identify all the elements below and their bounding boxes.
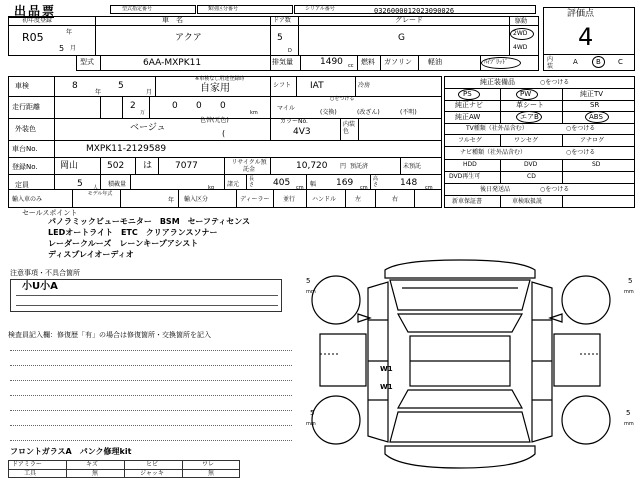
- hood-shape: [390, 280, 530, 310]
- inspection-month-label: 月: [146, 89, 153, 96]
- mileage-man: 万: [140, 110, 146, 116]
- grade-value: G: [398, 33, 405, 43]
- tire-rl-mm: mm: [306, 421, 316, 427]
- inspection-year: 8: [72, 81, 78, 91]
- tire-rl-value: 5: [310, 409, 315, 417]
- equip-airbag: エアB: [520, 113, 539, 121]
- sales-point-line-3: レーダークルーズ レーンキープアシスト: [48, 239, 199, 248]
- inspector-label: 検査員記入欄：修復歴「有」の場合は修復箇所・交換箇所を記入: [8, 331, 211, 339]
- nav-dvd: DVD: [524, 161, 538, 168]
- reg-area: 岡山: [60, 161, 79, 171]
- load-kg: kg: [208, 185, 215, 191]
- w1-mark-lower: W1: [380, 383, 393, 391]
- score-value: 4: [578, 23, 594, 51]
- sales-point-line-1: パノラミックビューモニター BSM セーフティセンス: [48, 217, 251, 226]
- displacement-cc: cc: [348, 63, 354, 69]
- nav-type-label: ナビ種類（社外品含む）: [460, 149, 527, 156]
- interior-grade-c: C: [618, 58, 623, 66]
- inspector-line-1: [10, 350, 292, 351]
- nav-hdd: HDD: [463, 161, 477, 168]
- car-name-value: アクア: [175, 33, 202, 43]
- shift-label: シフト: [273, 82, 292, 89]
- shift-value: IAT: [310, 81, 324, 91]
- tire-rear-left-icon: [312, 396, 360, 444]
- handle-right: 右: [392, 196, 399, 203]
- inspector-line-6: [10, 425, 292, 426]
- equipment-title: 純正装備品: [480, 78, 515, 86]
- chassis-value: MXPK11-2129589: [86, 144, 167, 154]
- model-value: 6AA-MXPK11: [143, 58, 202, 68]
- interior-grade-a: A: [573, 58, 578, 66]
- inspector-line-4: [10, 395, 292, 396]
- equip-ps: PS: [463, 90, 472, 98]
- equip-leather: 革シート: [516, 101, 544, 109]
- legend-v-jack-none: 無: [208, 470, 215, 477]
- recycle-value: 10,720: [296, 161, 328, 171]
- mileage-mile: マイル: [277, 105, 295, 112]
- model-year-label: モデル年式: [87, 191, 113, 197]
- trunk-shape: [390, 412, 530, 442]
- mileage-label: 走行距離: [12, 103, 40, 111]
- legend-h-doormirror: ドアミラー: [12, 461, 42, 468]
- fuel-hybrid: ﾊｲﾌﾞﾘｯﾄﾞ: [484, 59, 509, 66]
- manual-label: 車検取扱説: [512, 198, 543, 205]
- windshield-shape: [398, 314, 522, 332]
- interior-label: 内装: [547, 56, 554, 70]
- model-year-unit: 年: [168, 197, 175, 204]
- displacement-value: 1490: [320, 57, 343, 67]
- height-value: 148: [400, 178, 418, 188]
- color-code-value: 4V3: [293, 127, 311, 137]
- width-cm: cm: [360, 185, 368, 191]
- sales-point-line-2: LEDオートライト ETC クリアランスソナー: [48, 228, 218, 237]
- ac-label: 冷房: [358, 82, 371, 89]
- load-label: 積載量: [108, 181, 127, 188]
- inspection-label: 車検: [15, 82, 29, 90]
- legend-h-crack: ヒビ: [146, 461, 159, 468]
- door-suffix: D: [288, 48, 292, 54]
- tv-type-label: TV種類（社外品含む）: [466, 125, 528, 132]
- score-label: 評価点: [567, 9, 595, 19]
- tire-fl-value: 5: [306, 277, 311, 285]
- tire-front-right-icon: [562, 276, 610, 324]
- import-parallel: 並行: [283, 196, 296, 203]
- first-reg-label: 初年度登録: [22, 17, 53, 24]
- usage-value: 自家用: [200, 83, 230, 94]
- tv-fullseg: フルセグ: [458, 137, 482, 144]
- w1-mark-upper: W1: [380, 365, 393, 373]
- equip-aw: 純正AW: [455, 113, 481, 121]
- tire-rr-mm: mm: [624, 421, 634, 427]
- sales-point-line-4: ディスプレイオーディオ: [48, 250, 134, 259]
- mileage-digit-3: 0: [196, 101, 202, 111]
- tire-fr-mm: mm: [624, 289, 634, 295]
- inspector-line-2: [10, 365, 292, 366]
- inspector-line-5: [10, 410, 292, 411]
- first-reg-month: 5: [59, 44, 65, 53]
- dvd-play-label: DVD再生可: [449, 173, 481, 180]
- usage-note: ※車検なし用途登録時: [195, 76, 245, 82]
- first-reg-value: R05: [22, 31, 44, 44]
- recycle-not-deposited: 未預託: [403, 163, 422, 170]
- interior-grade-b: B: [596, 58, 601, 66]
- tv-oneseg: ワンセグ: [514, 137, 539, 144]
- tire-fr-value: 5: [628, 277, 633, 285]
- length-value: 405: [273, 178, 291, 188]
- right-side-shape: [532, 282, 552, 442]
- handle-left: 左: [355, 196, 362, 203]
- drive-4wd: 4WD: [513, 44, 528, 51]
- int-color-label: 内装色: [343, 121, 356, 135]
- capacity-label: 定員: [15, 181, 29, 189]
- inspection-year-label: 年: [95, 89, 102, 96]
- import-type-label: 輸入区分: [184, 196, 209, 203]
- length-label: 長さ: [249, 176, 255, 188]
- cd-label: CD: [527, 173, 536, 180]
- car-diagram: [290, 258, 640, 480]
- rear-bumper-shape: [385, 446, 535, 468]
- tire-fl-mm: mm: [306, 289, 316, 295]
- mileage-digit-2: 0: [172, 101, 178, 111]
- mileage-swap: (交換): [320, 109, 337, 116]
- notes-handwritten: 小U小A: [22, 281, 58, 292]
- color-change-paren: (: [222, 129, 226, 138]
- reg-label: 登録No.: [12, 163, 38, 171]
- drive-label: 駆動: [515, 18, 528, 25]
- capacity-value: 5: [77, 179, 83, 189]
- chassis-label: 車台No.: [12, 145, 38, 153]
- equip-tv: 純正TV: [580, 90, 604, 98]
- handle-label: ハンドル: [312, 196, 337, 203]
- mileage-digit-4: 0: [220, 101, 226, 111]
- height-label: 高さ: [373, 176, 379, 188]
- ext-color-label: 外装色: [15, 125, 36, 133]
- displacement-label: 排気量: [272, 58, 293, 66]
- tire-rr-value: 5: [626, 409, 631, 417]
- drive-2wd: 2WD: [513, 30, 528, 37]
- nav-sd: SD: [592, 161, 601, 168]
- front-bumper-shape: [385, 260, 535, 278]
- class-label: 類別区分番号: [208, 6, 239, 12]
- reg-class: 502: [107, 161, 125, 171]
- after-ship-label: 後日発送品: [480, 186, 511, 193]
- height-cm: cm: [425, 185, 433, 191]
- import-label: 輸入車のみ: [12, 196, 43, 203]
- tire-front-left-icon: [312, 276, 360, 324]
- first-reg-year-label: 年: [66, 29, 73, 36]
- mileage-circle-note: ○をつける: [330, 96, 355, 102]
- page-title: 出品票: [14, 4, 57, 18]
- tire-rear-right-icon: [562, 396, 610, 444]
- recycle-deposited: 預託済: [350, 163, 369, 170]
- capacity-person: 人: [93, 185, 99, 191]
- fuel-gasoline: ガソリン: [384, 58, 412, 66]
- grade-label: グレード: [395, 16, 423, 24]
- fuel-label: 燃料: [361, 58, 375, 66]
- import-dealer: ディーラー: [240, 196, 270, 203]
- legend-h-scratch: キズ: [86, 461, 98, 468]
- left-side-shape: [368, 282, 388, 442]
- door-value: 5: [277, 33, 283, 43]
- dims-label: 諸元: [227, 181, 240, 188]
- after-ship-note: ○をつける: [540, 186, 570, 193]
- equip-abs: ABS: [589, 113, 603, 121]
- ext-color-value: ベージュ: [130, 123, 166, 133]
- mileage-unknown: (不明): [400, 109, 417, 116]
- reg-number: 7077: [175, 161, 198, 171]
- reg-kana: は: [143, 161, 153, 171]
- tv-type-note: ○をつける: [566, 125, 596, 132]
- serial-label: シリアル番号: [305, 6, 335, 12]
- equipment-circle-note: ○をつける: [540, 79, 570, 86]
- legend-h-break: ワレ: [202, 461, 215, 468]
- recycle-label: リサイクル預託金: [231, 159, 267, 173]
- rear-glass-shape: [398, 390, 522, 408]
- color-change-label: 色替(元色): [200, 117, 229, 124]
- width-label: 幅: [310, 181, 317, 188]
- fuel-diesel: 軽油: [428, 58, 442, 66]
- first-reg-month-label: 月: [70, 45, 77, 52]
- length-cm: cm: [296, 185, 304, 191]
- sales-points-label: セールスポイント: [22, 209, 78, 217]
- inspector-line-7: [10, 440, 292, 441]
- legend-v-tools-none: 無: [92, 470, 99, 477]
- equip-sr: SR: [590, 101, 600, 109]
- model-label: 型式: [80, 58, 94, 66]
- serial-value: 0326000012023090026: [374, 7, 455, 15]
- legend-v-tools: 工具: [24, 470, 37, 477]
- type-cert-label: 型式指定番号: [122, 6, 153, 12]
- mileage-km: km: [250, 110, 258, 116]
- equip-pw: PW: [520, 90, 532, 98]
- equip-nav: 純正ナビ: [455, 101, 483, 109]
- mileage-digit-1: 2: [130, 101, 136, 111]
- nav-type-note: ○をつける: [566, 149, 596, 156]
- mileage-modified: (改ざん): [357, 109, 380, 116]
- color-code-label: カラーNo.: [280, 118, 308, 125]
- legend-v-jack: ジャッキ: [140, 470, 164, 477]
- width-value: 169: [336, 178, 354, 188]
- car-name-label: 車 名: [162, 16, 183, 24]
- inspection-month: 5: [118, 81, 124, 91]
- tv-analog: アナログ: [580, 137, 605, 144]
- door-label: ドア数: [273, 17, 291, 24]
- notes-label: 注意事項・不具合箇所: [10, 269, 80, 277]
- front-glass-note: フロントガラスA パンク修理kit: [10, 447, 132, 456]
- inspector-line-3: [10, 380, 292, 381]
- warranty-label: 新車保証書: [452, 198, 483, 205]
- recycle-unit: 円: [340, 163, 347, 170]
